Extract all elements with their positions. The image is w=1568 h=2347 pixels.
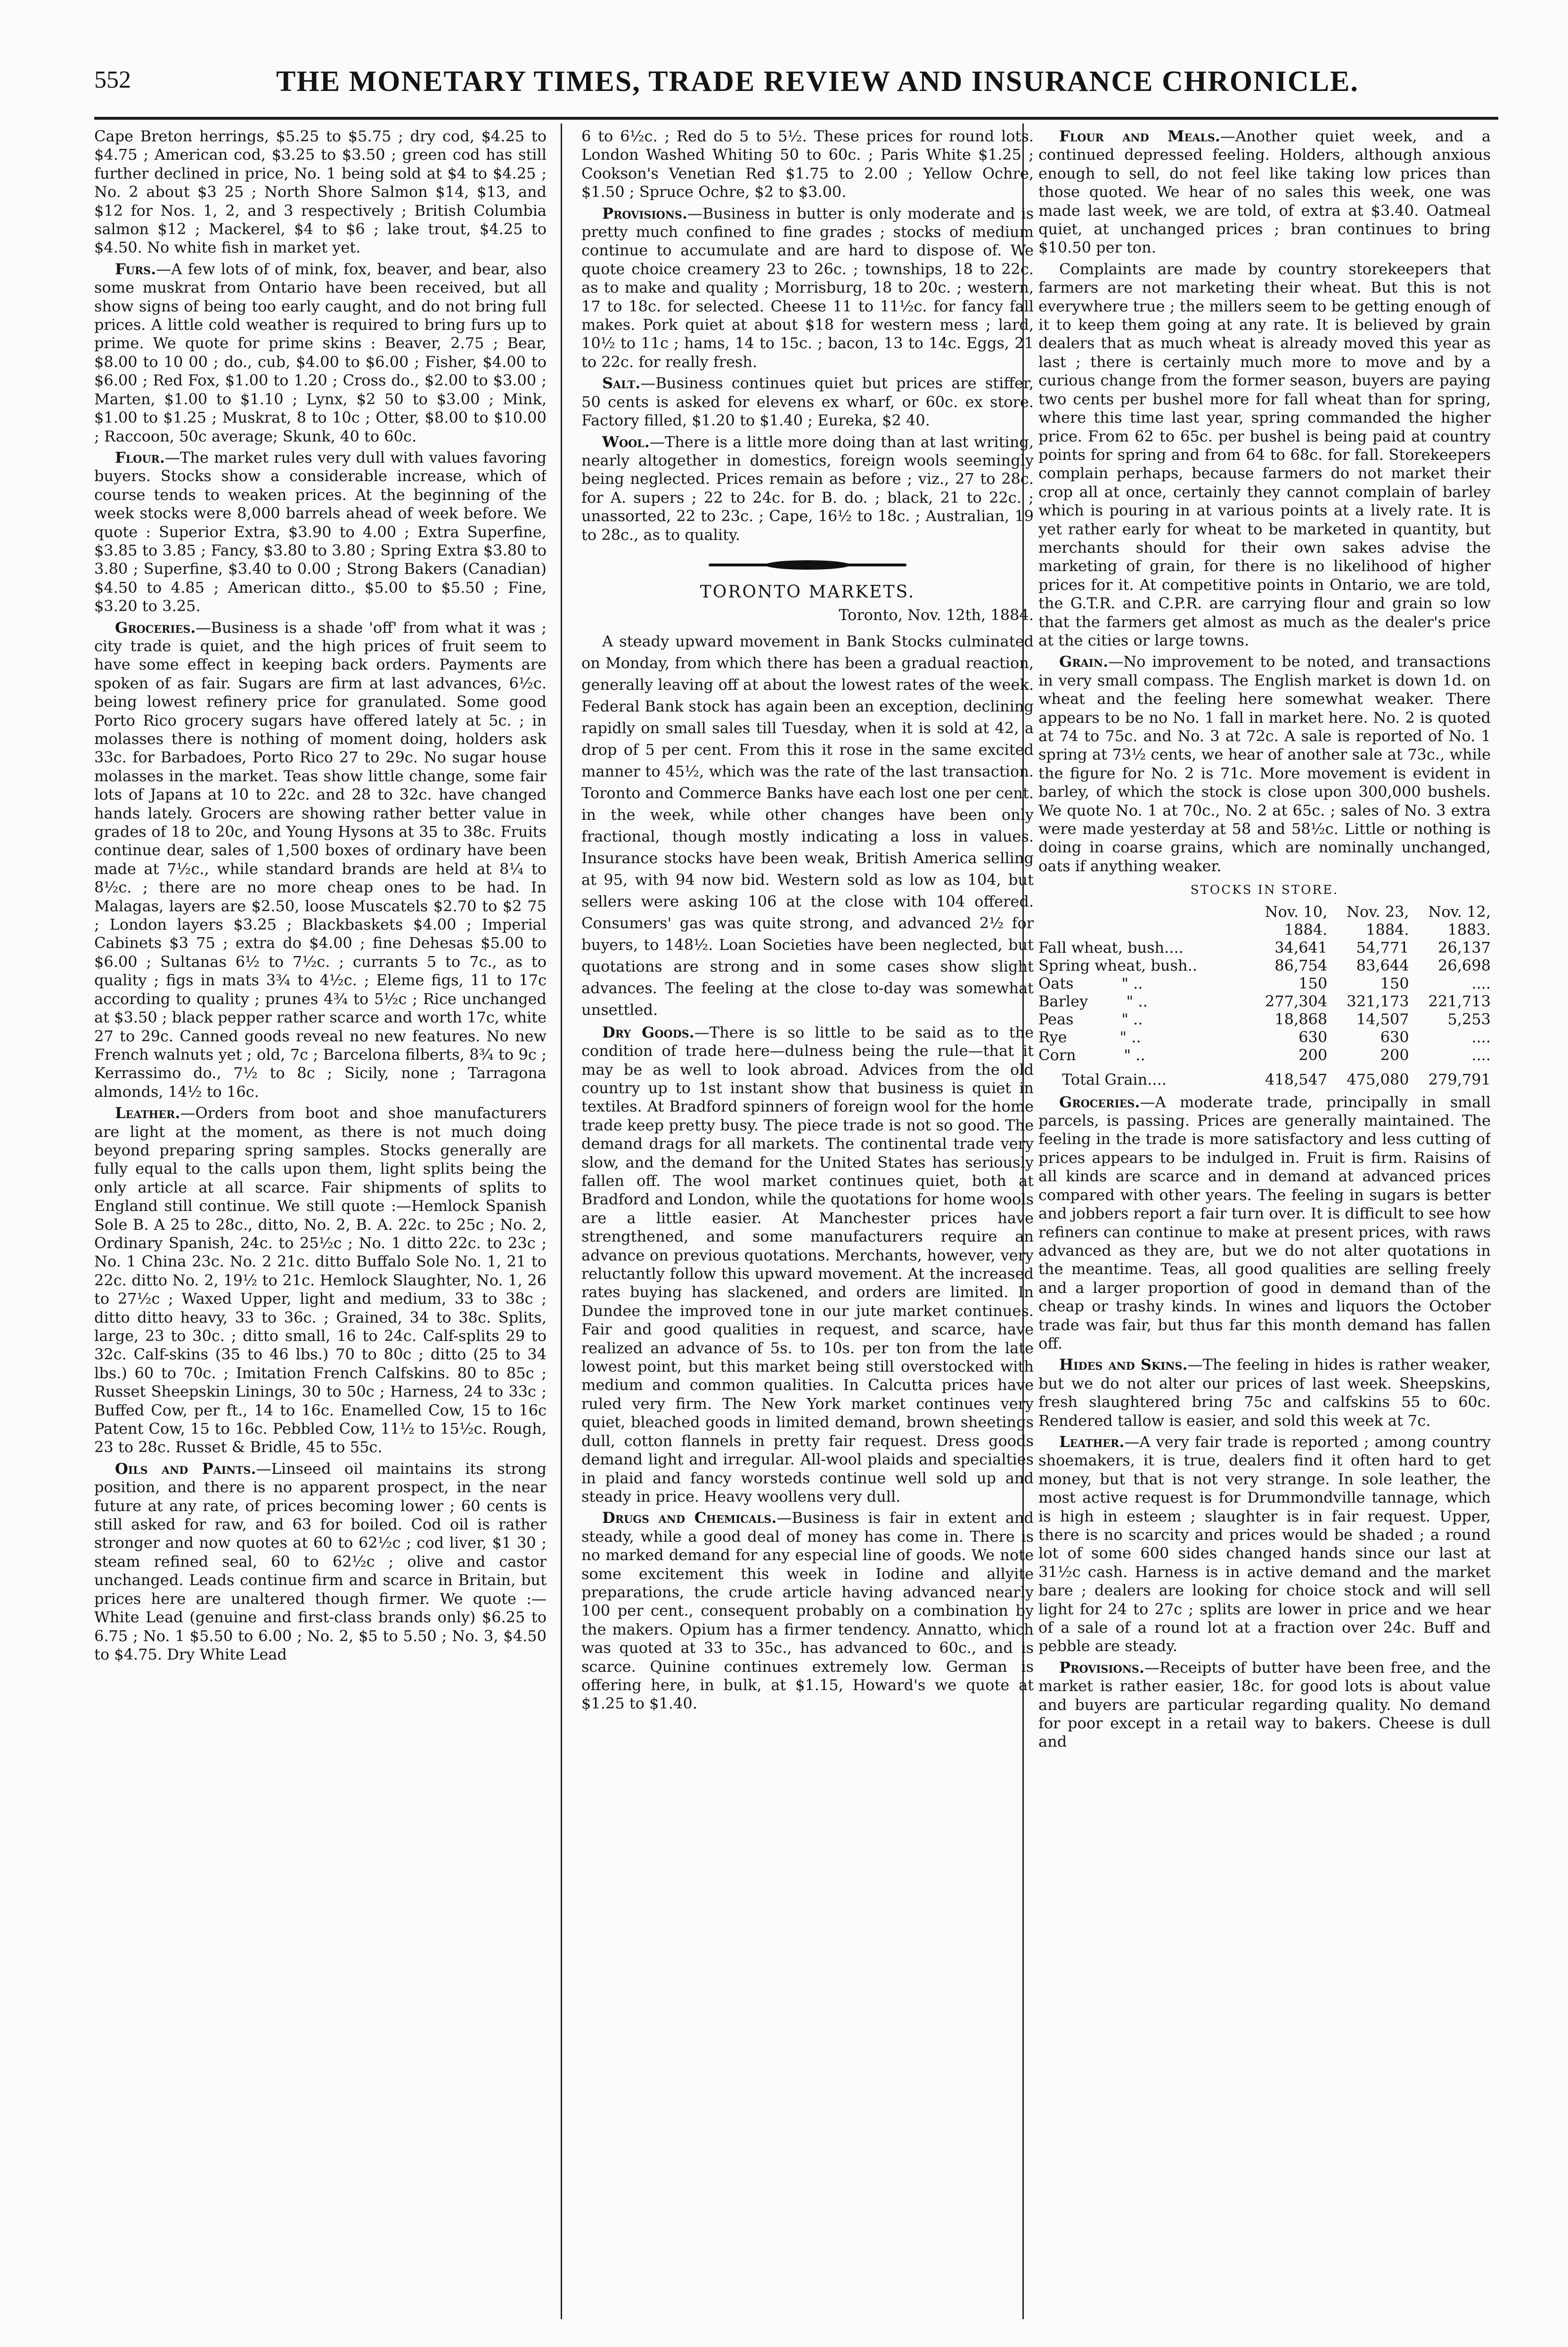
- table-row: [1038, 939, 1491, 957]
- cell: 83,644: [1356, 956, 1409, 974]
- cell: 200: [1298, 1046, 1328, 1064]
- column-divider: [561, 123, 562, 2319]
- oils-paragraph: [94, 1460, 547, 1664]
- stocks-col-head: Nov. 10,: [1265, 902, 1328, 921]
- wool-heading: Wool.: [602, 433, 650, 451]
- stocks-header-row: [1038, 903, 1491, 921]
- hides-heading: Hides and Skins.: [1059, 1356, 1188, 1374]
- flour-text: —The market rules very dull with values favoring buyers. Stocks show a considerable increase, which of course tends to weaken prices. At the beginning of the week stocks were 8,000 barrels ahead of week before. We quote : Superior Extra, $3.90 to 4.00 ; Extra Superfine, $3.85 to 3.85 ; Fancy, $3.80 to 3.80 ; Spring Extra $3.80 to 3.80 ; Superfine, $3.40 to 0.00 ; Strong Bakers (Canadian) $4.50 to 4.85 ; American ditto., $5.00 to $5.50 ; Fine, $3.20 to 3.25.: [94, 448, 547, 615]
- row-label: Fall wheat, bush....: [1038, 938, 1184, 957]
- flour-heading: Flour.: [115, 448, 165, 466]
- flour-paragraph: [94, 449, 547, 616]
- stocks-year-row: [1038, 921, 1491, 939]
- cell: 321,173: [1347, 992, 1409, 1010]
- provisions-heading: Provisions.: [602, 204, 687, 222]
- cell: 630: [1298, 1028, 1328, 1046]
- salt-heading: Salt.: [602, 374, 641, 393]
- cell: 279,791: [1428, 1070, 1491, 1088]
- drugs-heading: Drugs and Chemicals.: [602, 1509, 777, 1527]
- row-label: Peas " ..: [1038, 1010, 1143, 1028]
- column-middle: [581, 127, 1034, 2314]
- cell: ....: [1471, 1046, 1491, 1064]
- table-row: [1038, 974, 1491, 992]
- drugs-paragraph: [581, 1509, 1034, 1713]
- cell: 221,713: [1428, 992, 1491, 1010]
- page-header: [94, 57, 1489, 113]
- herrings-paragraph: Cape Breton herrings, $5.25 to $5.75 ; dry cod, $4.25 to $4.75 ; American cod, $3.25 to $3.50 ; green cod has still further declined in price, No. 1 being sold at $4 to $4.25 ; No. 2 about $3 25 ; North Shore Salmon $14, $13, and $12 for Nos. 1, 2, and 3 respectively ; British Columbia salmon $12 ; Mackerel, $4 to $6 ; lake trout, $4.25 to $4.50. No white fish in market yet.: [94, 127, 547, 257]
- complaints-paragraph: Complaints are made by country storekeepers that farmers are not marketing their wheat. But this is not everywhere true ; the millers seem to be getting enough of it to keep them going at any rate. It is believed by grain dealers that as much wheat is already moved this year as last ; there is certainly much more to move and by a curious change from the former season, buyers are paying two cents per bushel more for fall wheat than for spring, where this time last year, spring commanded the higher price. From 62 to 65c. per bushel is being paid at country points for spring and from 64 to 68c. for fall. Storekeepers complain perhaps, because farmers do not market their crop all at once, certainly they cannot complain of barley which is pouring in at various points at a lively rate. It is yet rather early for wheat to be marketed in quantity, but merchants should for their own sakes advise the marketing of grain, for there is no likelihood of higher prices for it. At competitive points in Ontario, we are told, the G.T.R. and C.P.R. are carrying flour and grain so low that the farmers get almost as much as the dealer's price at the cities or large towns.: [1038, 260, 1491, 649]
- oils-text: —Linseed oil maintains its strong position, and there is no apparent prospect, in the near future at any rate, of prices becoming lower ; 60 cents is still asked for raw, and 63 for boiled. Cod oil is rather stronger and now quotes at 60 to 62½c ; cod liver, $1 30 ; steam refined seal, 60 to 62½c ; olive and castor unchanged. Leads continue firm and scarce in Britain, but prices here are unaltered though firmer. We quote :—White Lead (genuine and first-class brands only) $6.25 to 6.75 ; No. 1 $5.50 to 6.00 ; No. 2, $5 to 5.50 ; No. 3, $4.50 to $4.75. Dry White Lead: [94, 1459, 547, 1663]
- furs-paragraph: [94, 260, 547, 446]
- leather-heading: Leather.: [1059, 1432, 1125, 1451]
- table-row: [1038, 1010, 1491, 1028]
- furs-heading: Furs.: [115, 260, 156, 278]
- cell: ....: [1471, 1028, 1491, 1046]
- bank-stocks-paragraph: A steady upward movement in Bank Stocks culminated on Monday, from which there has been a gradual reaction, generally leaving off at about the lowest rates of the week. Federal Bank stock has again been an exception, declining rapidly on small sales till Tuesday, when it is sold at 42, a drop of 5 per cent. From this it rose in the same excited manner to 45½, which was the rate of the last transaction. Toronto and Commerce Banks have each lost one per cent. in the week, while other changes have been only fractional, though mostly indicating a loss in values. Insurance stocks have been weak, British America selling at 95, with 94 now bid. Western sold as low as 104, but sellers were asking 106 at the close with 104 offered. Consumers' gas was quite strong, and advanced 2½ for buyers, to 148½. Loan Societies have been neglected, but quotations are strong and in some cases show slight advances. The feeling at the close to-day was somewhat unsettled.: [581, 632, 1034, 1019]
- table-row: [1038, 992, 1491, 1010]
- paints-continued: 6 to 6½c. ; Red do 5 to 5½. These prices for round lots. London Washed Whiting 50 to 60c. ; Paris White $1.25 ; Cookson's Venetian Red $1.75 to 2.00 ; Yellow Ochre, $1.50 ; Spruce Ochre, $2 to $3.00.: [581, 127, 1034, 201]
- groceries-text: —Business is a shade 'off' from what it was ; city trade is quiet, and the high prices of fruit seem to have some effect in keeping back orders. Payments are spoken of as fair. Sugars are firm at last advances, 6½c. being lowest refinery price for granulated. Some good Porto Rico grocery sugars have offered lately at 5c. ; in molasses there is nothing of moment doing, holders ask 33c. for Barbadoes, Porto Rico 27 to 29c. No sugar house molasses in the market. Teas show little change, some fair lots of Japans at 10 to 22c. and 28 to 32c. have changed hands lately. Grocers are showing rather better value in grades of 18 to 20c, and Young Hysons at 35 to 38c. Fruits continue dear, sales of 1,500 boxes of ordinary have been made at 7½c., while standard brands are held at 8¼ to 8½c. ; there are no more cheap ones to be had. In Malagas, layers are $2.50, loose Muscatels $2.70 to $2 75 ; London layers $3.25 ; Blackbaskets $4.00 ; Imperial Cabinets $3 75 ; extra do $4.00 ; fine Dehesas $5.00 to $6.00 ; Sultanas 6½ to 7½c. ; currants 5 to 7c., as to quality ; figs in mats 3¾ to 4½c. ; Eleme figs, 11 to 17c according to quality ; prunes 4¾ to 5½c ; Rice unchanged at $3.50 ; black pepper rather scarce and worth 17c, white 27 to 29c. Canned goods reveal no new features. No new French walnuts yet ; old, 7c ; Barcelona filberts, 8¾ to 9c ; Kerrassimo do., 7½ to 8c ; Sicily, none ; Tarragona almonds, 14½ to 16c.: [94, 618, 547, 1101]
- row-label: Corn " ..: [1038, 1046, 1145, 1064]
- provisions-text: —Receipts of butter have been free, and the market is rather easier, 18c. for good lots is about value and buyers are particular regarding quality. No demand for poor except in a retail way to bakers. Cheese is dull and: [1038, 1658, 1491, 1751]
- cell: 150: [1380, 974, 1409, 992]
- dry-goods-text: —There is so little to be said as to the condition of trade here—dulness being the rule—that it may be as well to look abroad. Advices from the old country up to 1st instant show that business is quiet in textiles. At Bradford spinners of foreign wool for the home trade keep pretty busy. The piece trade is not so good. The demand drags for all markets. The continental trade very slow, and the demand for the United States has seriously fallen off. The wool market continues quiet, both at Bradford and London, while the quotations for home wools are a little easier. At Manchester prices have strengthened, and some manufacturers require an advance on previous quotations. Merchants, however, very reluctantly follow this upward movement. At the increased rates buying has slackened, and orders are limited. In Dundee the improved tone in our jute market continues. Fair and good qualities in request, and scarce, have realized an advance of 5s. to 10s. per ton from the late lowest point, but this market being still overstocked with medium and common qualities. In Calcutta prices have ruled very firm. The New York market continues very quiet, bleached goods in limited demand, brown sheetings dull, cotton flannels in pretty fair request. Dress goods demand light and irregular. All-wool plaids and specialties in plaid and fancy worsteds continue well sold up and steady in price. Heavy woollens very dull.: [581, 1023, 1034, 1505]
- cell: 475,080: [1347, 1070, 1409, 1088]
- grain-paragraph: [1038, 653, 1491, 875]
- wool-paragraph: [581, 433, 1034, 544]
- total-label: Total Grain....: [1062, 1070, 1167, 1088]
- cell: 14,507: [1356, 1010, 1409, 1028]
- wool-text: —There is a little more doing than at last writing, nearly altogether in domestics, foreign wools seemingly being neglected. Prices remain as before ; viz., 27 to 28c. for A. supers ; 22 to 24c. for B. do. ; black, 21 to 22c. ; unassorted, 22 to 23c. ; Cape, 16½ to 18c. ; Australian, 19 to 28c., as to quality.: [581, 433, 1034, 544]
- cell: 18,868: [1274, 1010, 1328, 1028]
- table-row: [1038, 1046, 1491, 1064]
- masthead-title: THE MONETARY TIMES, TRADE REVIEW AND INSURANCE CHRONICLE.: [276, 65, 1359, 98]
- groceries-text: —A moderate trade, principally in small parcels, is passing. Prices are generally maintained. The feeling in the trade is more satisfactory and less cutting of prices appears to be indulged in. Fruit is firm. Raisins of all kinds are scarce and in demand at advanced prices compared with other years. The feeling in sugars is better and jobbers report a fair turn over. It is difficult to see how refiners can continue to make at present prices, with raws advanced as they are, but we do not alter quotations in the meantime. Teas, all good qualities are selling freely and a larger proportion of good in demand than of the cheap or trashy kinds. In wines and liquors the October trade was fair, but thus far this month demand has fallen off.: [1038, 1093, 1491, 1352]
- oils-heading: Oils and Paints.: [115, 1459, 256, 1478]
- column-right: [1038, 127, 1491, 2314]
- grain-text: —No improvement to be noted, and transactions in very small compass. The English market is down 1d. on wheat and the feeling here somewhat weaker. There appears to be no No. 1 fall in market here. No. 2 is quoted at 74 to 75c. and No. 3 at 72c. A sale is reported of No. 1 spring at 73½ cents, we hear of another sale at 73c., while the figure for No. 2 is 71c. More movement is evident in barley, of which the stock is close upon 300,000 bushels. We quote No. 1 at 70c., No. 2 at 65c. ; sales of No. 3 extra were made yesterday at 58 and 58½c. Little or nothing is doing in coarse grains, which are nominally unchanged, oats if anything weaker.: [1038, 653, 1491, 875]
- cell: ....: [1471, 974, 1491, 992]
- cell: 34,641: [1274, 938, 1328, 957]
- dry-goods-paragraph: [581, 1023, 1034, 1506]
- salt-paragraph: [581, 374, 1034, 430]
- cell: 418,547: [1265, 1070, 1328, 1088]
- row-label: Oats " ..: [1038, 974, 1143, 992]
- flour-meals-heading: Flour and Meals.: [1059, 127, 1220, 145]
- leather-text: —Orders from boot and shoe manufacturers are light at the moment, as there is not much doing beyond preparing spring samples. Stocks generally are fully equal to the calls upon them, light splits being the only article at all scarce. Fair shipments of splits to England still continue. We still quote :—Hemlock Spanish Sole B. A 25 to 28c., ditto, No. 2, B. A. 22c. to 25c ; No. 2, Ordinary Spanish, 24c. to 25½c ; No. 1 ditto 22c. to 23c ; No. 1 China 23c. No. 2 21c. ditto Buffalo Sole No. 1, 21 to 22c. ditto No. 2, 19½ to 21c. Hemlock Slaughter, No. 1, 26 to 27½c ; Waxed Upper, light and medium, 33 to 38c ; ditto ditto heavy, 33 to 36c. ; Grained, 34 to 38c. Splits, large, 23 to 30c. ; ditto small, 16 to 24c. Calf-splits 29 to 32c. Calf-skins (35 to 46 lbs.) 70 to 80c ; ditto (25 to 34 lbs.) 60 to 70c. ; Imitation French Calfskins. 80 to 85c ; Russet Sheepskin Linings, 30 to 50c ; Harness, 24 to 33c ; Buffed Cow, per ft., 14 to 16c. Enamelled Cow, 15 to 16c Patent Cow, 15 to 16c. Pebbled Cow, 11½ to 15½c. Rough, 23 to 28c. Russet & Bridle, 45 to 55c.: [94, 1104, 547, 1456]
- groceries-paragraph: [1038, 1093, 1491, 1353]
- cell: 150: [1298, 974, 1328, 992]
- table-total-row: [1038, 1064, 1491, 1088]
- groceries-heading: Groceries.: [1059, 1093, 1140, 1111]
- provisions-heading: Provisions.: [1059, 1658, 1144, 1676]
- stocks-table: [1038, 903, 1491, 1088]
- leather-text: —A very fair trade is reported ; among country shoemakers, it is true, dealers find it often hard to get money, but that is not very strange. In sole leather, the most active request is for Drummondville tannage, which is high in esteem ; slaughter is in fair request. Upper, there is no scarcity and prices would be shaded ; a round lot of some 600 sides changed hands since our last at 31½c cash. Harness is in active demand and the market bare ; dealers are looking for choice stock and will sell light for 24 to 27c ; splits are lower in price and we hear of a sale of a round lot at a fraction over 24c. Buff and pebble are steady.: [1038, 1432, 1491, 1655]
- stocks-table-title: STOCKS IN STORE.: [1190, 883, 1339, 898]
- table-row: [1038, 957, 1491, 974]
- hides-text: —The feeling in hides is rather weaker, but we do not alter our prices of last week. Sheepskins, fresh slaughtered bring 75c and calfskins 55 to 60c. Rendered tallow is easier, and sold this week at 7c.: [1038, 1356, 1491, 1430]
- cell: 200: [1380, 1046, 1409, 1064]
- section-title: TORONTO MARKETS.: [700, 582, 915, 602]
- leather-heading: Leather.: [115, 1104, 180, 1122]
- cell: 26,137: [1438, 938, 1491, 957]
- stocks-col-head: Nov. 12,: [1428, 902, 1491, 921]
- cell: 54,771: [1356, 938, 1409, 957]
- header-rule: [94, 117, 1498, 120]
- grain-heading: Grain.: [1059, 653, 1109, 671]
- row-label: Barley " ..: [1038, 992, 1148, 1010]
- dateline: Toronto, Nov. 12th, 1884.: [839, 606, 1034, 624]
- stocks-col-year: 1884.: [1284, 920, 1328, 939]
- groceries-paragraph: [94, 619, 547, 1102]
- leather-paragraph: [1038, 1433, 1491, 1656]
- stocks-col-year: 1884.: [1365, 920, 1409, 939]
- cell: 5,253: [1447, 1010, 1491, 1028]
- section-ornament: [709, 558, 906, 572]
- page-number: 552: [94, 66, 131, 93]
- row-label: Spring wheat, bush..: [1038, 956, 1197, 974]
- hides-paragraph: [1038, 1356, 1491, 1430]
- groceries-heading: Groceries.: [115, 618, 196, 637]
- dry-goods-heading: Dry Goods.: [602, 1023, 694, 1041]
- drugs-text: —Business is fair in extent and steady, while a good deal of money has come in. There is no marked demand for any especial line of goods. We note some excitement this week in Iodine and allyite preparations, the crude article having advanced nearly 100 per cent., consequent probably on a combination by the makers. Opium has a firmer tendency. Annatto, which was quoted at 33 to 35c., has advanced to 60c., and is scarce. Quinine continues extremely low. German is offering here, in bulk, at $1.15, Howard's we quote at $1.25 to $1.40.: [581, 1509, 1034, 1713]
- column-left: [94, 127, 547, 2314]
- cell: 277,304: [1265, 992, 1328, 1010]
- stocks-col-head: Nov. 23,: [1346, 902, 1409, 921]
- provisions-paragraph: [581, 204, 1034, 372]
- stocks-col-year: 1883.: [1447, 920, 1491, 939]
- flour-meals-text: —Another quiet week, and a continued depressed feeling. Holders, although anxious enough to sell, do not feel like taking low prices than those quoted. We hear of no sales this week, one was made last week, we are told, of extra at $3.40. Oatmeal quiet, at unchanged prices ; bran continues to bring $10.50 per ton.: [1038, 127, 1491, 257]
- provisions-paragraph: [1038, 1659, 1491, 1751]
- furs-text: —A few lots of of mink, fox, beaver, and bear, also some muskrat from Ontario have been received, but all show signs of being too early caught, and do not bring full prices. A little cold weather is required to bring furs up to prime. We quote for prime skins : Beaver, 2.75 ; Bear, $8.00 to 10 00 ; do., cub, $4.00 to $6.00 ; Fisher, $4.00 to $6.00 ; Red Fox, $1.00 to 1.20 ; Cross do., $2.00 to $3.00 ; Marten, $1.00 to $1.10 ; Lynx, $2 50 to $3.00 ; Mink, $1.00 to $1.25 ; Muskrat, 8 to 10c ; Otter, $8.00 to $10.00 ; Raccoon, 50c average; Skunk, 40 to 60c.: [94, 260, 547, 445]
- salt-text: —Business continues quiet but prices are stiffer, 50 cents is asked for elevens ex wharf, or 60c. ex store. Factory filled, $1.20 to $1.40 ; Eureka, $2 40.: [581, 374, 1034, 430]
- row-label: Rye " ..: [1038, 1028, 1141, 1046]
- cell: 630: [1380, 1028, 1409, 1046]
- leather-paragraph: [94, 1104, 547, 1457]
- table-row: [1038, 1028, 1491, 1046]
- flour-meals-paragraph: [1038, 127, 1491, 257]
- cell: 26,698: [1438, 956, 1491, 974]
- provisions-text: —Business in butter is only moderate and is pretty much confined to fine grades ; stocks of medium continue to accumulate and are hard to dispose of. We quote choice creamery 23 to 26c. ; townships, 18 to 22c. as to make and quality ; Morrisburg, 18 to 20c. ; western, 17 to 18c. for selected. Cheese 11 to 11½c. for fancy fall makes. Pork quiet at about $18 for western mess ; lard, 10½ to 11c ; hams, 14 to 15c. ; bacon, 13 to 14c. Eggs, 21 to 22c. for really fresh.: [581, 204, 1034, 371]
- cell: 86,754: [1274, 956, 1328, 974]
